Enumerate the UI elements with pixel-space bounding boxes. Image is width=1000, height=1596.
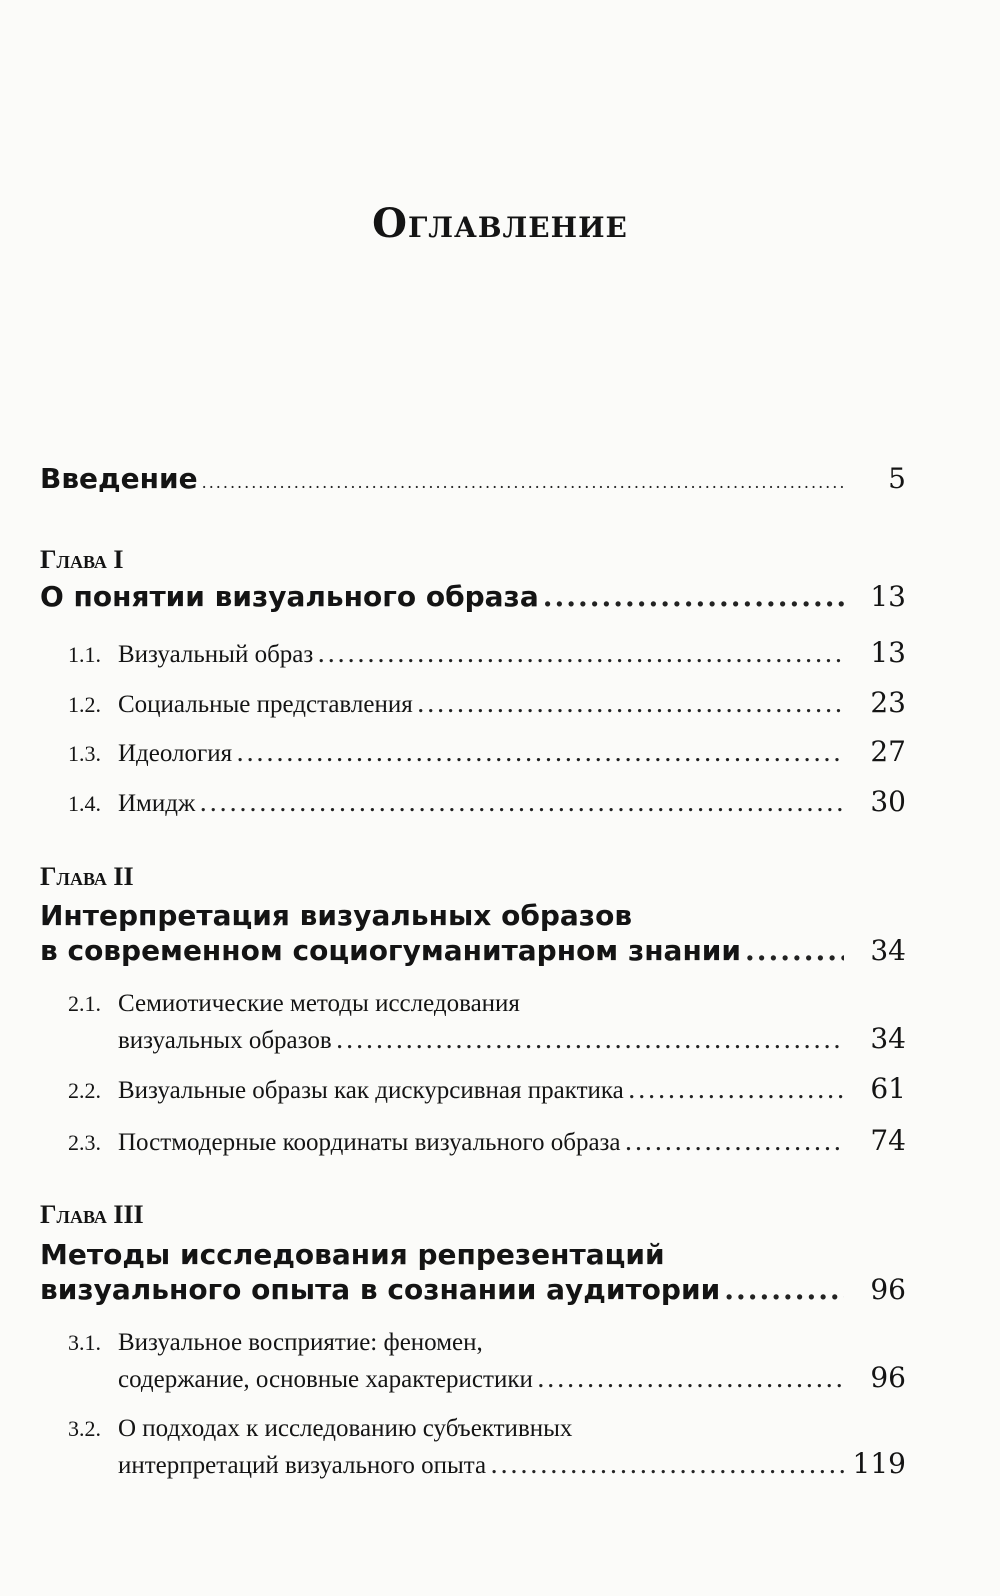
page-number: 34 <box>870 934 906 967</box>
section-number: 2.1. <box>68 991 101 1016</box>
leader-dots <box>724 1273 844 1306</box>
leader-dots <box>236 738 844 767</box>
section-title: Визуальный образ <box>118 641 314 668</box>
toc-entry-section[interactable] <box>68 636 906 669</box>
section-title-line: Визуальное восприятие: феномен, <box>118 1329 483 1356</box>
page-number: 13 <box>870 580 906 613</box>
section-number: 1.1. <box>68 642 101 667</box>
leader-dots <box>417 689 844 718</box>
page-number: 96 <box>870 1273 906 1306</box>
section-title-line: Семиотические методы исследования <box>118 990 520 1017</box>
leader-dots <box>199 788 844 817</box>
page-number: 30 <box>870 785 906 818</box>
entry-label: Введение <box>40 462 198 495</box>
toc-entry-chapter-1[interactable] <box>40 580 906 613</box>
section-number: 3.1. <box>68 1330 101 1355</box>
leader-dots <box>543 580 844 613</box>
chapter-label: Глава II <box>40 862 134 891</box>
leader-dots <box>202 473 844 492</box>
toc-entry-chapter-3[interactable] <box>40 1236 906 1306</box>
page-number: 13 <box>870 636 906 669</box>
section-title-line: О подходах к исследованию субъективных <box>118 1415 573 1442</box>
chapter-title: в современном социогуманитарном знании <box>40 934 742 967</box>
leader-dots <box>628 1075 844 1104</box>
toc-entry-section[interactable] <box>68 1124 906 1157</box>
section-title: визуальных образов <box>118 1027 332 1054</box>
leader-dots <box>625 1127 844 1156</box>
section-title: Социальные представления <box>118 691 413 718</box>
page-number: 27 <box>870 735 906 768</box>
toc-entry-section[interactable] <box>68 1410 906 1480</box>
chapter-label: Глава III <box>40 1200 144 1229</box>
page-number: 74 <box>870 1124 906 1157</box>
page-number: 61 <box>870 1072 906 1105</box>
section-number: 1.3. <box>68 741 101 766</box>
leader-dots <box>490 1450 844 1479</box>
toc-entry-section[interactable] <box>68 735 906 768</box>
section-number: 1.4. <box>68 791 101 816</box>
section-title: Визуальные образы как дискурсивная практика <box>118 1077 624 1104</box>
leader-dots <box>745 934 844 967</box>
toc-entry-section[interactable] <box>68 1072 906 1105</box>
section-title: интерпретаций визуального опыта <box>118 1452 487 1479</box>
chapter-title: визуального опыта в сознании аудитории <box>40 1273 721 1306</box>
toc-entry-intro[interactable] <box>40 462 906 495</box>
section-title: содержание, основные характеристики <box>118 1366 533 1393</box>
section-number: 1.2. <box>68 692 101 717</box>
section-title: Постмодерные координаты визуального образа <box>118 1129 621 1156</box>
toc-entry-section[interactable] <box>68 1324 906 1394</box>
page-number: 34 <box>870 1022 906 1055</box>
toc-entry-section[interactable] <box>68 785 906 818</box>
leader-dots <box>336 1025 844 1054</box>
page-number: 5 <box>888 462 906 495</box>
page-number: 23 <box>870 686 906 719</box>
page-number: 96 <box>870 1361 906 1394</box>
leader-dots <box>537 1364 844 1393</box>
toc-entry-section[interactable] <box>68 686 906 719</box>
chapter-title-line: Методы исследования репрезентаций <box>40 1238 665 1271</box>
toc-entry-section[interactable] <box>68 985 906 1055</box>
page-title: Оглавление <box>372 200 628 247</box>
section-number: 3.2. <box>68 1416 101 1441</box>
section-title: Идеология <box>118 740 233 767</box>
section-number: 2.2. <box>68 1078 101 1103</box>
section-number: 2.3. <box>68 1130 101 1155</box>
page-number: 119 <box>852 1447 906 1480</box>
chapter-title-line: Интерпретация визуальных образов <box>40 899 633 932</box>
leader-dots <box>317 639 844 668</box>
chapter-label: Глава I <box>40 545 124 574</box>
toc-entry-chapter-2[interactable] <box>40 897 906 967</box>
section-title: Имидж <box>118 790 196 817</box>
chapter-title: О понятии визуального образа <box>40 580 539 613</box>
